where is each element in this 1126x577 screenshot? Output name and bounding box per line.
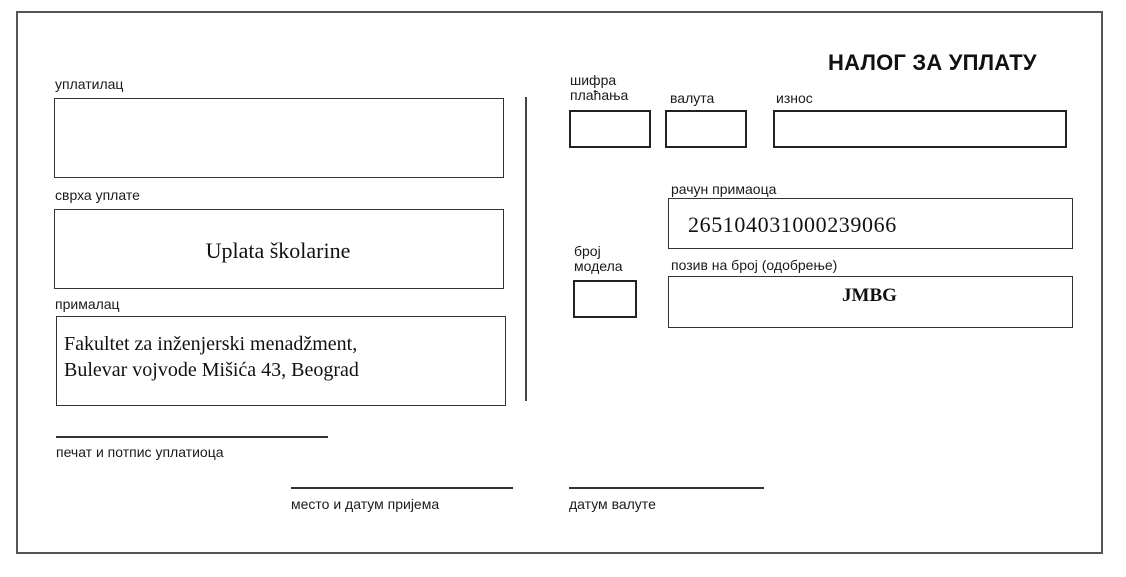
payment-code-label-line-2: плаћања <box>570 87 629 103</box>
payment-code-label <box>570 73 628 103</box>
amount-field[interactable] <box>773 110 1067 148</box>
recipient-label: прималац <box>55 296 120 312</box>
stamp-signature-line <box>56 436 328 438</box>
form-title: НАЛОГ ЗА УПЛАТУ <box>828 50 1037 75</box>
currency-field[interactable] <box>665 110 747 148</box>
payer-field[interactable] <box>54 98 504 178</box>
value-date-line <box>569 487 764 489</box>
place-date-receipt-line <box>291 487 513 489</box>
stamp-signature-label: печат и потпис уплатиоца <box>56 444 224 460</box>
model-number-field[interactable] <box>573 280 637 318</box>
purpose-field[interactable] <box>54 209 504 289</box>
place-date-receipt-label: место и датум пријема <box>291 496 440 512</box>
model-number-label-line-2: модела <box>574 258 623 274</box>
recipient-account-value: 265104031000239066 <box>688 212 897 237</box>
purpose-value: Uplata školarine <box>205 238 351 263</box>
column-divider <box>525 97 527 401</box>
amount-label: износ <box>776 90 813 106</box>
recipient-account-label: рачун примаоца <box>671 181 777 197</box>
model-number-label <box>574 244 623 274</box>
payment-code-label-line-1: шифра <box>570 72 617 88</box>
purpose-label: сврха уплате <box>55 187 140 203</box>
payer-label: уплатилац <box>55 76 124 92</box>
recipient-value <box>64 331 359 383</box>
recipient-field[interactable] <box>56 316 506 406</box>
payment-code-field[interactable] <box>569 110 651 148</box>
reference-number-label: позив на број (одобрење) <box>671 257 838 273</box>
value-date-label: датум валуте <box>569 496 656 512</box>
model-number-label-line-1: број <box>574 243 601 259</box>
reference-number-value: JMBG <box>842 285 897 306</box>
recipient-line-1: Fakultet za inženjerski menadžment, <box>64 333 358 355</box>
reference-number-field[interactable] <box>668 276 1073 328</box>
recipient-line-2: Bulevar vojvode Mišića 43, Beograd <box>64 359 359 381</box>
currency-label: валута <box>670 90 715 106</box>
recipient-account-field[interactable] <box>668 198 1073 249</box>
